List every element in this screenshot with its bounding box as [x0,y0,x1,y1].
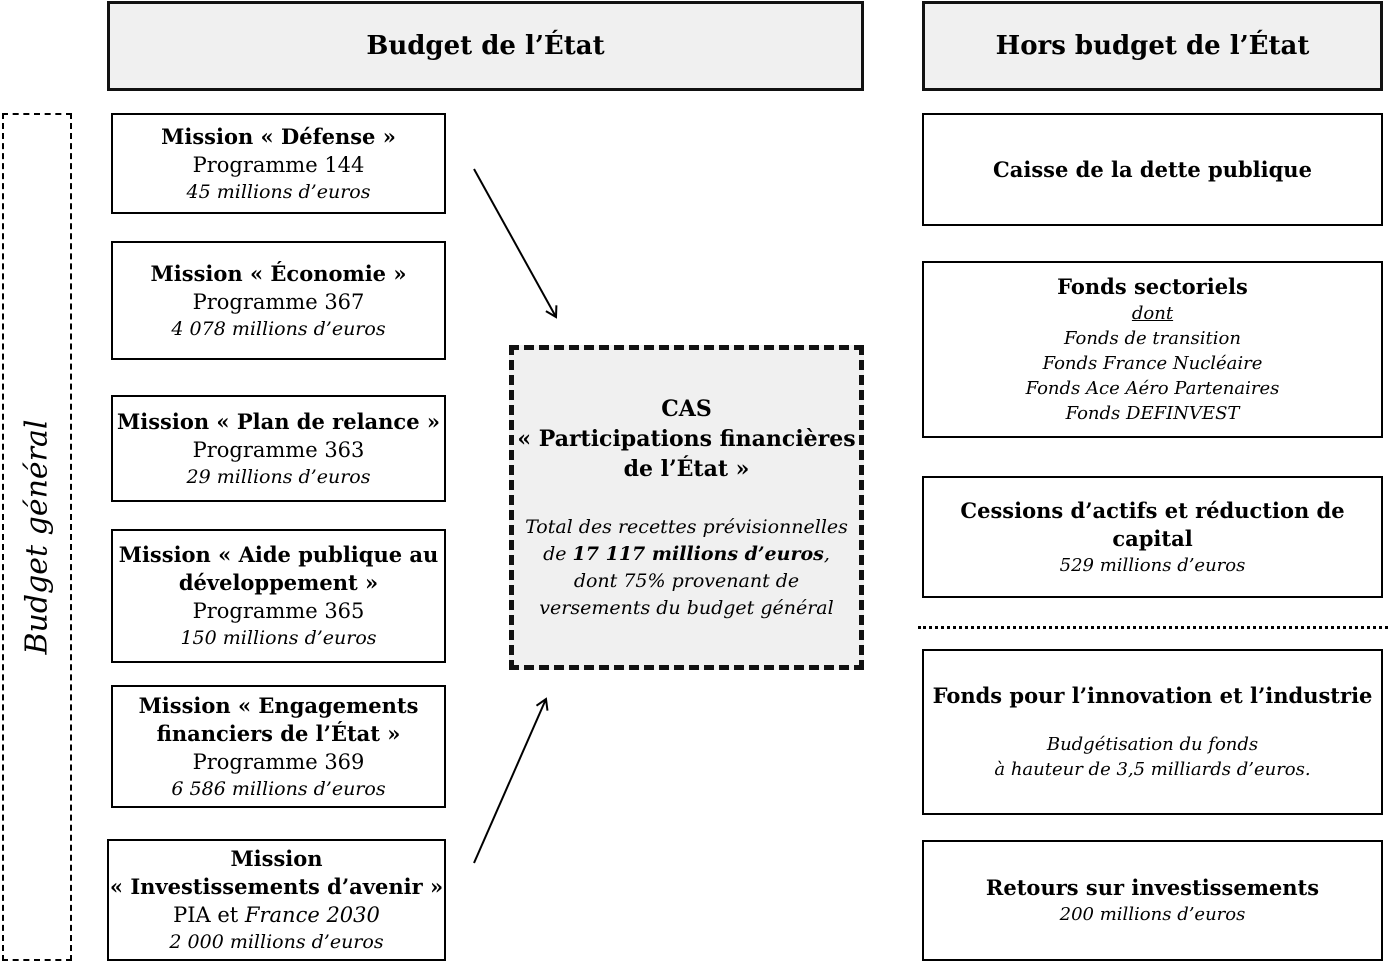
cas-body-line4: versements du budget général [539,596,834,619]
fii-note-line2: à hauteur de 3,5 milliards d’euros. [994,759,1311,780]
fonds-item: Fonds de transition [1064,328,1241,349]
cas-body [525,514,848,622]
cas-total-amount: 17 117 millions d’euros [572,542,824,565]
fii-note-line1: Budgétisation du fonds [1046,734,1259,755]
mission-amount: 6 586 millions d’euros [171,777,386,800]
arrow-up-to-cas [474,699,546,863]
cas-title-line3: de l’État » [623,455,750,482]
cas-title-line1: CAS [661,395,712,422]
cessions-title-line1: Cessions d’actifs et réduction de [960,497,1345,523]
mission-title-line1: Mission « Engagements [138,692,419,718]
mission-title: Mission « Défense » [161,123,396,149]
cas-body-line2-suffix: , [823,542,830,565]
programme-prefix: PIA et [173,903,245,927]
caisse-dette-box [922,113,1383,226]
mission-title: Mission « Plan de relance » [116,408,441,434]
mission-amount: 29 millions d’euros [186,465,371,488]
cas-participations-box [509,345,864,670]
mission-amount: 2 000 millions d’euros [169,931,384,953]
fonds-item: Fonds Ace Aéro Partenaires [1025,378,1280,399]
fonds-item: Fonds DEFINVEST [1065,403,1240,424]
cas-body-line2 [525,541,848,568]
dotted-separator [918,626,1388,629]
retours-box [922,840,1383,961]
mission-title-line1: Mission [230,846,323,871]
mission-programme: Programme 367 [192,289,365,314]
caisse-title: Caisse de la dette publique [993,156,1312,182]
budget-general-label: Budget général [19,419,55,655]
cas-body-line1: Total des recettes prévisionnelles [525,515,848,538]
mission-title-line1: Mission « Aide publique au [118,542,439,567]
retours-amount: 200 millions d’euros [1059,904,1246,925]
mission-amount: 45 millions d’euros [186,180,371,203]
mission-title: Mission « Économie » [150,260,407,286]
cas-body-line2-prefix: de [543,542,573,565]
header-hors-budget-title: Hors budget de l’État [995,31,1310,61]
mission-programme: Programme 363 [192,437,365,462]
retours-title: Retours sur investissements [985,875,1320,900]
mission-title-line2: financiers de l’État » [156,720,401,746]
fonds-sectoriels-title: Fonds sectoriels [1057,274,1248,299]
cessions-title-line2: capital [1112,525,1193,551]
mission-programme: Programme 144 [192,152,365,177]
mission-amount: 150 millions d’euros [180,627,377,649]
fii-box [922,649,1383,815]
cessions-box [922,476,1383,598]
arrow-down-to-cas [474,169,556,317]
mission-programme: Programme 365 [192,599,365,623]
cas-title-line2: « Participations financières [517,425,856,452]
mission-amount: 4 078 millions d’euros [171,317,386,340]
mission-title-line2: développement » [178,570,379,595]
programme-italic: France 2030 [244,903,380,927]
fonds-sectoriels-box [922,261,1383,438]
fii-title: Fonds pour l’innovation et l’industrie [932,683,1373,708]
fonds-item: Fonds France Nucléaire [1042,353,1263,374]
cessions-amount: 529 millions d’euros [1059,554,1246,576]
header-budget-etat-title: Budget de l’État [366,31,605,61]
fonds-dont: dont [1131,303,1174,324]
mission-title-line2: « Investissements d’avenir » [109,874,444,899]
mission-programme: Programme 369 [192,749,365,774]
cas-body-line3: dont 75% provenant de [573,569,800,592]
